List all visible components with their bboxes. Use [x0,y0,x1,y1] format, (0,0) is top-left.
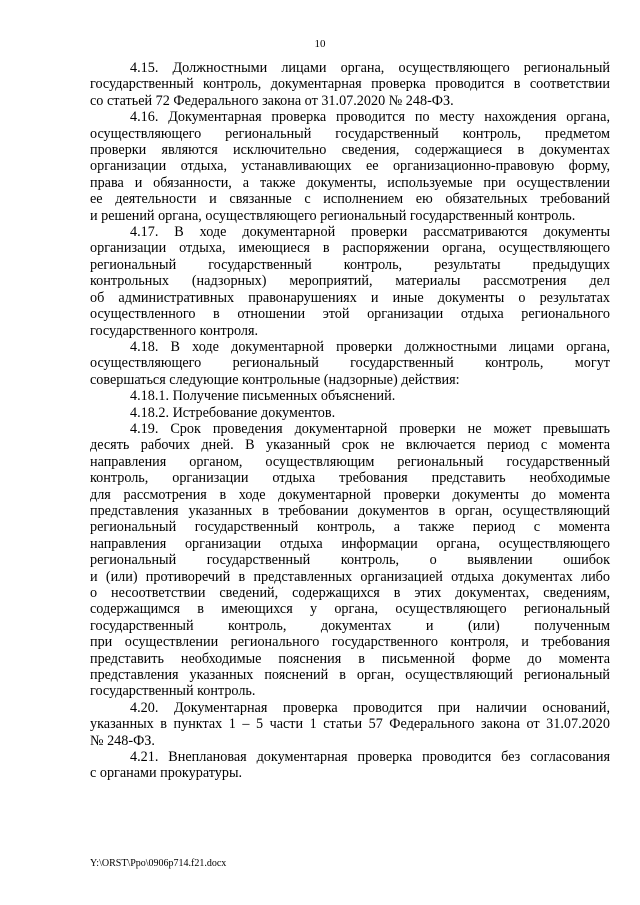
text-line: организации отдыха, устанавливающих ее организационно-правовую форму, [90,158,610,175]
text-line: государственного контроля. [90,322,259,339]
text-line: 4.21. Внеплановая документарная проверка проводится без согласования [130,749,610,766]
text-line: региональный государственный контроль, о выявлении ошибок [90,552,610,569]
text-line: ее деятельности и связанные с исполнением ею обязательных требований [90,191,610,208]
text-line: направления органом, осуществляющим региональный государственный [90,453,610,470]
text-line: осуществляющего региональный государственный контроль, могут [90,355,610,372]
text-line: представить необходимые пояснения в письменной форме до момента [90,650,610,667]
text-line: 4.18.2. Истребование документов. [130,404,336,421]
paragraph-4-20 [90,700,610,749]
text-line: совершаться следующие контрольные (надзорные) действия: [90,371,460,388]
text-line: со статьей 72 Федерального закона от 31.07.2020 № 248-ФЗ. [90,92,454,109]
paragraph-4-17 [90,224,610,339]
text-line: и решений органа, осуществляющего региональный государственный контроль. [90,207,576,224]
text-line: с органами прокуратуры. [90,765,243,782]
paragraph-4-15 [90,60,610,109]
text-line: для рассмотрения в ходе документарной проверки документы до момента [90,486,610,503]
text-line: 4.15. Должностными лицами органа, осуществляющего региональный [130,60,610,76]
page-number: 10 [314,38,326,50]
paragraph-4-21 [90,749,610,782]
text-line: десять рабочих дней. В указанный срок не включается период с момента [90,437,610,454]
text-line: государственный контроль. [90,683,256,700]
paragraph-4-16 [90,109,610,224]
text-line: об административных правонарушениях и иные документы о результатах [90,289,610,306]
text-line: № 248-ФЗ. [90,732,155,749]
paragraph-4-18-2 [90,405,610,421]
text-line: и (или) противоречий в представленных организацией отдыха документах либо [90,568,610,585]
text-line: осуществленного в отношении этой организации отдыха регионального [90,306,610,323]
text-line: 4.18. В ходе документарной проверки должностными лицами органа, [130,338,610,355]
document-body [90,60,610,782]
text-line: региональный государственный контроль, результаты предыдущих [90,256,610,273]
text-line: при осуществлении регионального государственного контроля, и требования [90,634,610,651]
paragraph-4-18-1 [90,388,610,404]
text-line: о несоответствии сведений, содержащихся в этих документах, сведениям, [90,585,610,601]
text-line: представления указанных пояснений в орган, осуществляющий региональный [90,667,610,684]
text-line: организации отдыха, имеющиеся в распоряжении органа, осуществляющего [90,240,610,257]
text-line: региональный государственный контроль, а также период с момента [90,519,610,536]
text-line: права и обязанности, а также документы, используемые при осуществлении [90,174,610,191]
text-line: 4.17. В ходе документарной проверки рассматриваются документы [130,224,610,241]
footer-file-path: Y:\ORST\Ppo\0906p714.f21.docx [90,858,227,869]
text-line: контрольных (надзорных) мероприятий, материалы рассмотрения дел [90,273,610,290]
text-line: проверки являются исключительно сведения, содержащиеся в документах [90,142,610,159]
text-line: направления организации отдыха информации органа, осуществляющего [90,535,610,552]
paragraph-4-18 [90,339,610,388]
text-line: государственный контроль, документах и (или) полученным [90,617,610,634]
text-line: контроль, организации отдыха требования представить необходимые [90,470,610,487]
text-line: 4.16. Документарная проверка проводится по месту нахождения органа, [130,109,610,126]
text-line: государственный контроль, документарная проверка проводится в соответствии [90,76,610,93]
text-line: 4.19. Срок проведения документарной проверки не может превышать [130,420,610,437]
text-line: представления указанных в требовании документов в орган, осуществляющий [90,502,610,519]
text-line: указанных в пунктах 1 – 5 части 1 статьи 57 Федерального закона от 31.07.2020 [90,716,610,733]
text-line: 4.20. Документарная проверка проводится при наличии оснований, [130,699,610,716]
text-line: 4.18.1. Получение письменных объяснений. [130,388,396,405]
paragraph-4-19 [90,421,610,700]
text-line: осуществляющего региональный государственный контроль, предметом [90,125,610,142]
text-line: содержащимся в имеющихся у органа, осуществляющего региональный [90,601,610,618]
